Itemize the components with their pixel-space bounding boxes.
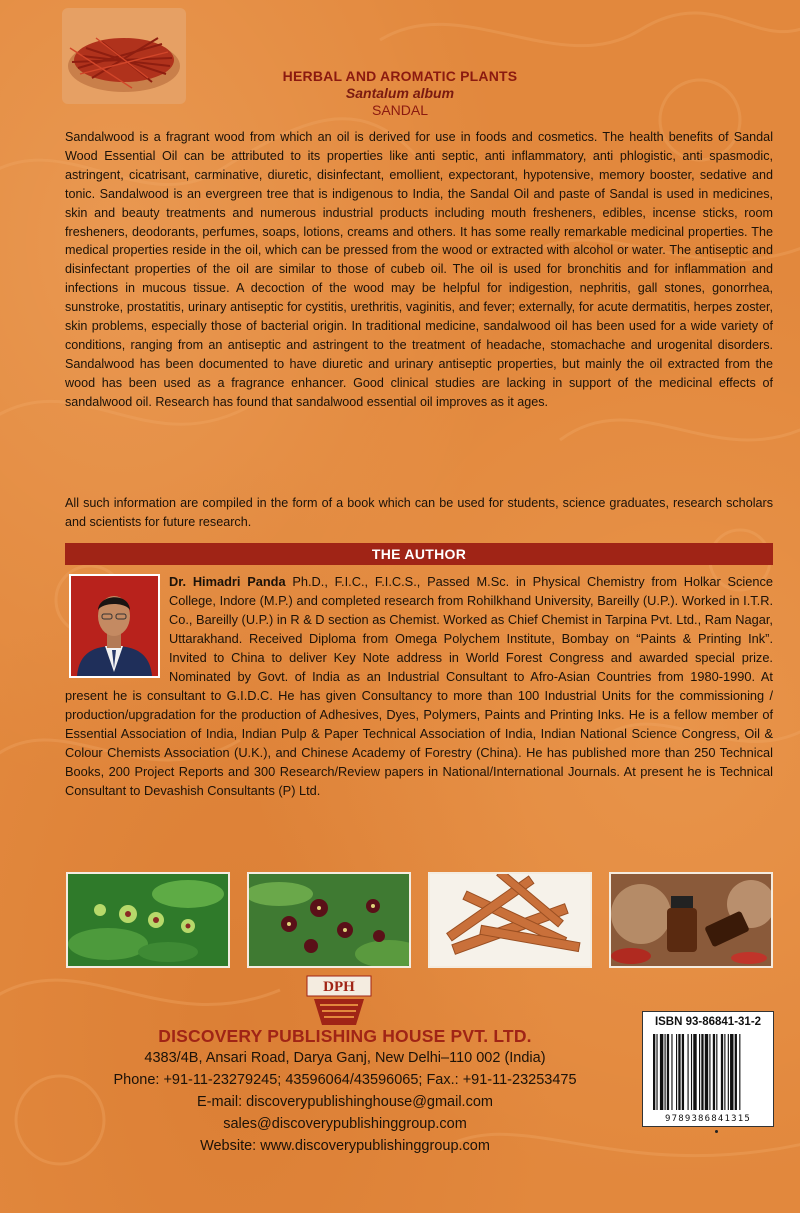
barcode-bar	[660, 1034, 663, 1110]
sandal-blossoms-photo	[247, 872, 411, 968]
barcode-bar	[656, 1034, 657, 1110]
description-paragraph-1: Sandalwood is a fragrant wood from which an oil is derived for use in foods and cosmetics. The health benefits of Sandal Wood Essential Oil can be attributed to its properties like anti septic, anti inflammatory, anti phlogistic, anti spasmodic, astringent, cicatrisant, carminative, diuretic, disinfectant, emollient, expectorant, hypotensive, memory booster, sedative and tonic. Sandalwood is an evergreen tree that is indigenous to India, the Sandal Oil and paste of Sandal is used in medicines, skin and beauty treatments and numerous industrial products including mouth fresheners, edibles, incense sticks, room fresheners, deodorants, perfumes, soaps, lotions, creams and others. It has some really remarkable medicinal properties. The medical properties reside in the oil, which can be pressed from the wood or extracted with alcohol or water. The antiseptic and disinfectant properties of the oil are similar to those of cubeb oil. The oil is used for bronchitis and for inflammation and infections in mucous tissue. A decoction of the wood may be helpful for indigestion, nephritis, gall stones, gonorrhea, sunstroke, prostatitis, urinary antiseptic for cystitis, urethritis, vaginitis, and fever; externally, for acute dermatitis, herpes zoster, skin problems, especially those of bacterial origin. In traditional medicine, sandalwood oil has been used for a wide variety of conditions, ranging from an antiseptic and astringent to the treatment of headache, stomachache and urogenital disorders. Sandalwood has been documented to have diuretic and urinary antiseptic properties, but mainly the oil extracted from the wood has been used as a fragrance enhancer. Good clinical studies are lacking in support of the medicinal effects of sandalwood oil. Research has found that sandalwood essential oil improves as it ages.	[65, 130, 773, 409]
author-photo	[69, 574, 160, 678]
author-section-title: THE AUTHOR	[65, 543, 773, 565]
sandalwood-oil-photo	[609, 872, 773, 968]
author-name: Dr. Himadri Panda	[169, 574, 286, 589]
barcode-bar	[691, 1034, 692, 1110]
barcode-bar	[667, 1034, 669, 1110]
sandalwood-sticks-photo	[428, 872, 592, 968]
latin-name: Santalum album	[345, 85, 455, 101]
isbn-barcode	[642, 1011, 774, 1127]
barcode-bar	[730, 1034, 733, 1110]
publisher-sales-email: sales@discoverypublishinggroup.com	[223, 1116, 467, 1132]
barcode-bar	[713, 1034, 715, 1110]
publisher-phone: Phone: +91-11-23279245; 43596064/43596065; Fax.: +91-11-23253475	[113, 1072, 577, 1088]
series-title: HERBAL AND AROMATIC PLANTS	[282, 68, 518, 84]
publisher-name: DISCOVERY PUBLISHING HOUSE PVT. LTD.	[158, 1026, 532, 1046]
barcode-bar	[671, 1034, 672, 1110]
book-heading	[0, 68, 800, 118]
common-name: SANDAL	[371, 102, 429, 118]
publisher-info	[65, 1026, 625, 1157]
isbn-digits: 9789386841315	[664, 1114, 752, 1124]
barcode-bar	[688, 1034, 689, 1110]
dph-logo-text: DPH	[323, 979, 355, 995]
barcode-bar	[728, 1034, 729, 1110]
description-paragraph-2: All such information are compiled in the form of a book which can be used for students, science graduates, research scholars and scientists for future research.	[65, 496, 773, 529]
barcode-bar	[693, 1034, 696, 1110]
barcode-bar	[709, 1034, 710, 1110]
photo-gallery	[66, 872, 774, 968]
isbn-label: ISBN 93-86841-31-2	[654, 1016, 762, 1028]
barcode-bar	[735, 1034, 737, 1110]
barcode-bar	[705, 1034, 708, 1110]
author-bio-text: Ph.D., F.I.C., F.I.C.S., Passed M.Sc. in Physical Chemistry from Holkar Science College, Indore (M.P.) and completed research from Rohilkhand University, Bareilly (U.P.). Worked in I.T.R. Co., Bareilly (U.P.) in R & D section as Chemist. Worked as Chief Chemist in Tarpina Pvt. Ltd., Ram Nagar, Uttarakhand. Received Diploma from Omega Polychem Institute, Bombay on “Paints & Printing Ink”. Invited to China to deliver Key Note address in World Forest Congress and awarded special prize. Nominated by Govt. of India as an Industrial Consultant to Afro-Asian Countries from 1980-1990. At present he is consultant to G.I.D.C. He has given Consultancy to more than 100 Industrial Units for the commissioning / production/upgradation for the production of Adhesives, Dyes, Polymers, Paints and Printing Inks. He is a fellow member of Essential Association of India, Indian Pulp & Paper Technical Association of India, Indian National Science Congress, Oil & Colour Chemists Association (U.K.), and Chinese Academy of Forestry (China). He has published more than 250 Technical Books, 200 Project Reports and 300 Research/Review papers in National/International Journals. At present he is Technical Consultant to Devashish Consultants (P) Ltd.	[65, 574, 773, 798]
decorative-dot	[715, 1130, 718, 1133]
barcode-bar	[724, 1034, 725, 1110]
publisher-address: 4383/4B, Ansari Road, Darya Ganj, New Delhi–110 002 (India)	[144, 1050, 546, 1066]
barcode-bar	[682, 1034, 684, 1110]
dph-logo	[306, 975, 372, 1027]
barcode-bar	[739, 1034, 740, 1110]
barcode-bar	[721, 1034, 723, 1110]
publisher-email: E-mail: discoverypublishinghouse@gmail.com	[197, 1094, 493, 1110]
barcode-bar	[678, 1034, 680, 1110]
barcode-bar	[716, 1034, 717, 1110]
barcode-bar	[699, 1034, 700, 1110]
sandal-flowers-photo	[66, 872, 230, 968]
barcode-icon	[651, 1034, 767, 1110]
barcode-bar	[676, 1034, 677, 1110]
barcode-bar	[665, 1034, 666, 1110]
author-bio	[65, 572, 773, 800]
publisher-website: Website: www.discoverypublishinggroup.com	[200, 1138, 490, 1154]
barcode-bar	[701, 1034, 703, 1110]
barcode-bar	[653, 1034, 655, 1110]
